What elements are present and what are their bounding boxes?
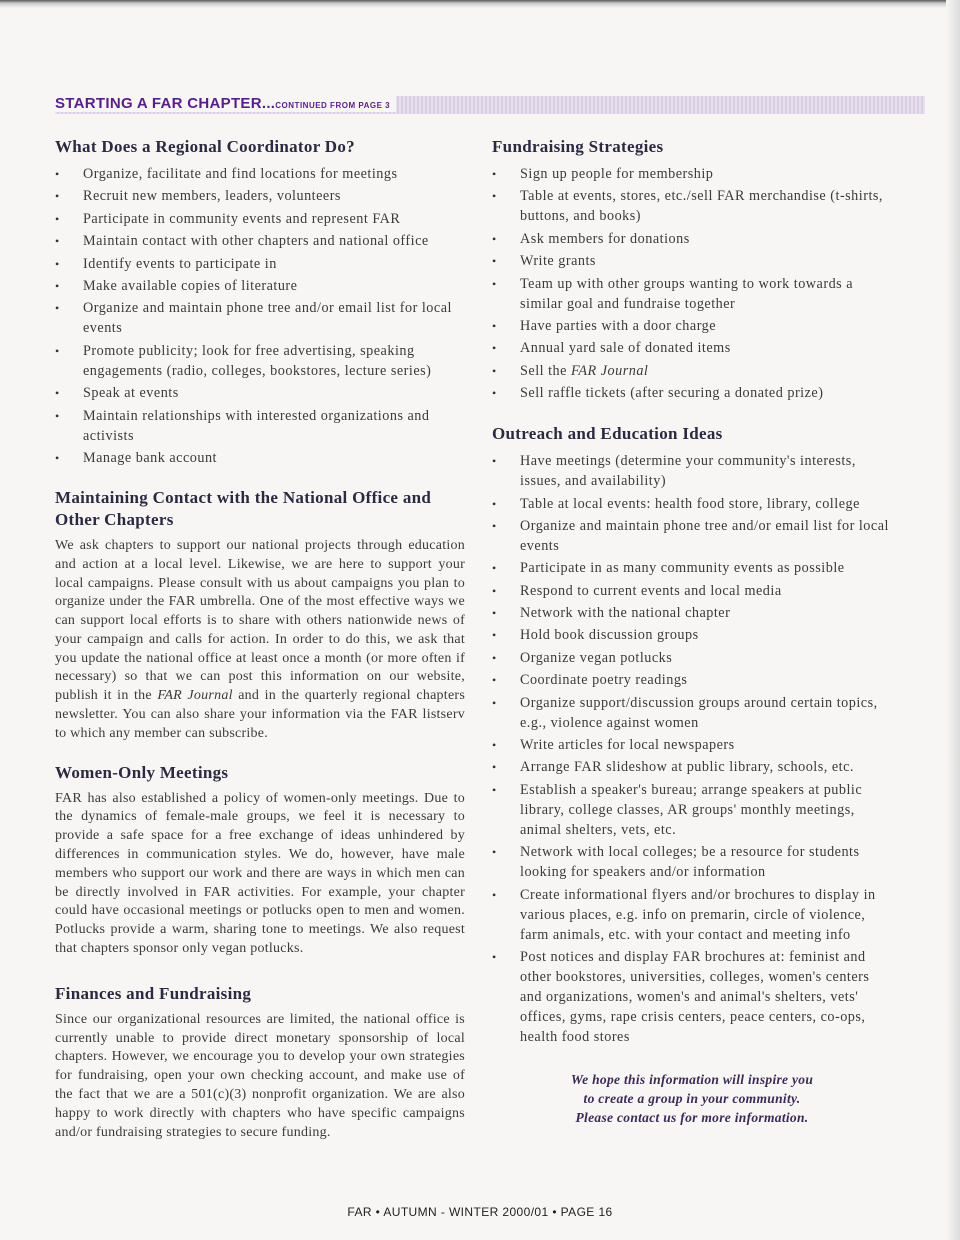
- coordinator-list: [55, 164, 465, 468]
- list-item: • Speak at events: [55, 383, 465, 403]
- finances-heading: Finances and Fundraising: [55, 983, 252, 1003]
- list-item: • Maintain contact with other chapters and national office: [55, 231, 465, 251]
- closing-line: We hope this information will inspire you: [570, 1072, 814, 1087]
- finances-body: Since our organizational resources are limited, the national office is currently unable to provide direct monetary sponsorship of local chapters. However, we encourage you to develop your own strategies for fundraising, open your own checking account, and make use of the fact that we are a 501(c)(3) nonprofit organization. We are also happy to work directly with chapters who have specific campaigns and/or fundraising strategies to secure funding.: [55, 1011, 465, 1140]
- outreach-list: [492, 451, 892, 1047]
- list-item: • Organize support/discussion groups around certain topics, e.g., violence against women: [492, 693, 892, 733]
- women-body: FAR has also established a policy of women-only meetings. Due to the dynamics of female-male groups, we feel it is necessary to provide a safe space for a free exchange of ideas unhindered by differences in communication styles. We do, however, have male members who support our work and there are ways in which men can be directly involved in FAR activities. For example, your chapter could have occasional meetings or potlucks open to men and women. Potlucks provide a warm, sharing tone to meetings. We also request that chapters sponsor only vegan potlucks.: [55, 790, 465, 957]
- list-item: • Ask members for donations: [492, 229, 892, 249]
- list-item: • Participate in as many community events as possible: [492, 558, 892, 578]
- list-item: • Manage bank account: [55, 448, 465, 468]
- list-item: • Coordinate poetry readings: [492, 670, 892, 690]
- list-item: • Have meetings (determine your community's interests, issues, and availability): [492, 451, 892, 491]
- scan-edge-right: [946, 0, 960, 1240]
- contact-body: We ask chapters to support our national projects through education and action at a local level. Likewise, we are here to support your local campaigns. Please consult with us about campaigns you plan to organize under the FAR umbrella. One of the most effective ways we can support local efforts is to share with others nationwide news of your campaign and calls for action. In order to do this, we ask that you update the national office at least once a month (or more often if necessary) so that we can post this information on our website, publish it in the FAR Journal and in the quarterly regional chapters newsletter. You can also share your information via the FAR listserv to which any member can subscribe.: [55, 537, 466, 741]
- left-column: [55, 136, 465, 1142]
- page-footer: FAR • AUTUMN - WINTER 2000/01 • PAGE 16: [347, 1205, 613, 1219]
- list-item: • Participate in community events and represent FAR: [55, 209, 465, 229]
- outreach-heading: Outreach and Education Ideas: [492, 424, 723, 444]
- women-heading: Women-Only Meetings: [55, 762, 229, 782]
- list-item: • Sell the FAR Journal: [492, 361, 892, 381]
- list-item: • Identify events to participate in: [55, 254, 465, 274]
- list-item: • Promote publicity; look for free advertising, speaking engagements (radio, colleges, bookstores, lecture series): [55, 341, 465, 381]
- list-item: • Organize vegan potlucks: [492, 648, 892, 668]
- list-item: • Post notices and display FAR brochures at: feminist and other bookstores, universities, colleges, women's centers and organizations, women's and animal's shelters, vets' offices, gyms, rape crisis centers, peace centers, co-ops, health food stores: [492, 947, 892, 1047]
- list-item: • Create informational flyers and/or brochures to display in various places, e.g. info on premarin, circle of violence, farm animals, etc. with your contact and meeting info: [492, 885, 892, 945]
- list-item: • Sell raffle tickets (after securing a donated prize): [492, 383, 892, 403]
- header-title: STARTING A FAR CHAPTER...: [55, 95, 276, 112]
- section-header: [55, 95, 396, 112]
- right-column: [492, 136, 892, 1049]
- list-item: • Organize and maintain phone tree and/or email list for local events: [492, 516, 892, 556]
- closing-line: to create a group in your community.: [583, 1091, 801, 1106]
- scan-edge-top: [0, 0, 960, 8]
- list-item: • Establish a speaker's bureau; arrange speakers at public library, college classes, AR groups' monthly meetings, animal shelters, vets, etc.: [492, 780, 892, 840]
- list-item: • Table at local events: health food store, library, college: [492, 494, 892, 514]
- list-item: • Table at events, stores, etc./sell FAR merchandise (t-shirts, buttons, and books): [492, 186, 892, 226]
- list-item: • Write articles for local newspapers: [492, 735, 892, 755]
- list-item: • Annual yard sale of donated items: [492, 338, 892, 358]
- header-continued: CONTINUED FROM PAGE 3: [275, 101, 391, 110]
- coordinator-heading: What Does a Regional Coordinator Do?: [55, 137, 355, 156]
- list-item: • Maintain relationships with interested organizations and activists: [55, 406, 465, 446]
- list-item: • Have parties with a door charge: [492, 316, 892, 336]
- list-item: • Recruit new members, leaders, volunteers: [55, 186, 465, 206]
- list-item: • Make available copies of literature: [55, 276, 465, 296]
- list-item: • Sign up people for membership: [492, 164, 892, 184]
- list-item: • Respond to current events and local media: [492, 581, 892, 601]
- fundraising-list: [492, 164, 892, 403]
- list-item: • Write grants: [492, 251, 892, 271]
- list-item: • Network with the national chapter: [492, 603, 892, 623]
- closing-line: Please contact us for more information.: [575, 1110, 809, 1125]
- list-item: • Arrange FAR slideshow at public library, schools, etc.: [492, 757, 892, 777]
- closing-message: [492, 1070, 892, 1127]
- list-item: • Organize, facilitate and find locations for meetings: [55, 164, 465, 184]
- list-item: • Organize and maintain phone tree and/or email list for local events: [55, 298, 465, 338]
- list-item: • Team up with other groups wanting to work towards a similar goal and fundraise together: [492, 274, 892, 314]
- list-item: • Network with local colleges; be a resource for students looking for speakers and/or information: [492, 842, 892, 882]
- list-item: • Hold book discussion groups: [492, 625, 892, 645]
- contact-heading: Maintaining Contact with the National Office and Other Chapters: [55, 487, 432, 529]
- fundraising-heading: Fundraising Strategies: [492, 137, 664, 156]
